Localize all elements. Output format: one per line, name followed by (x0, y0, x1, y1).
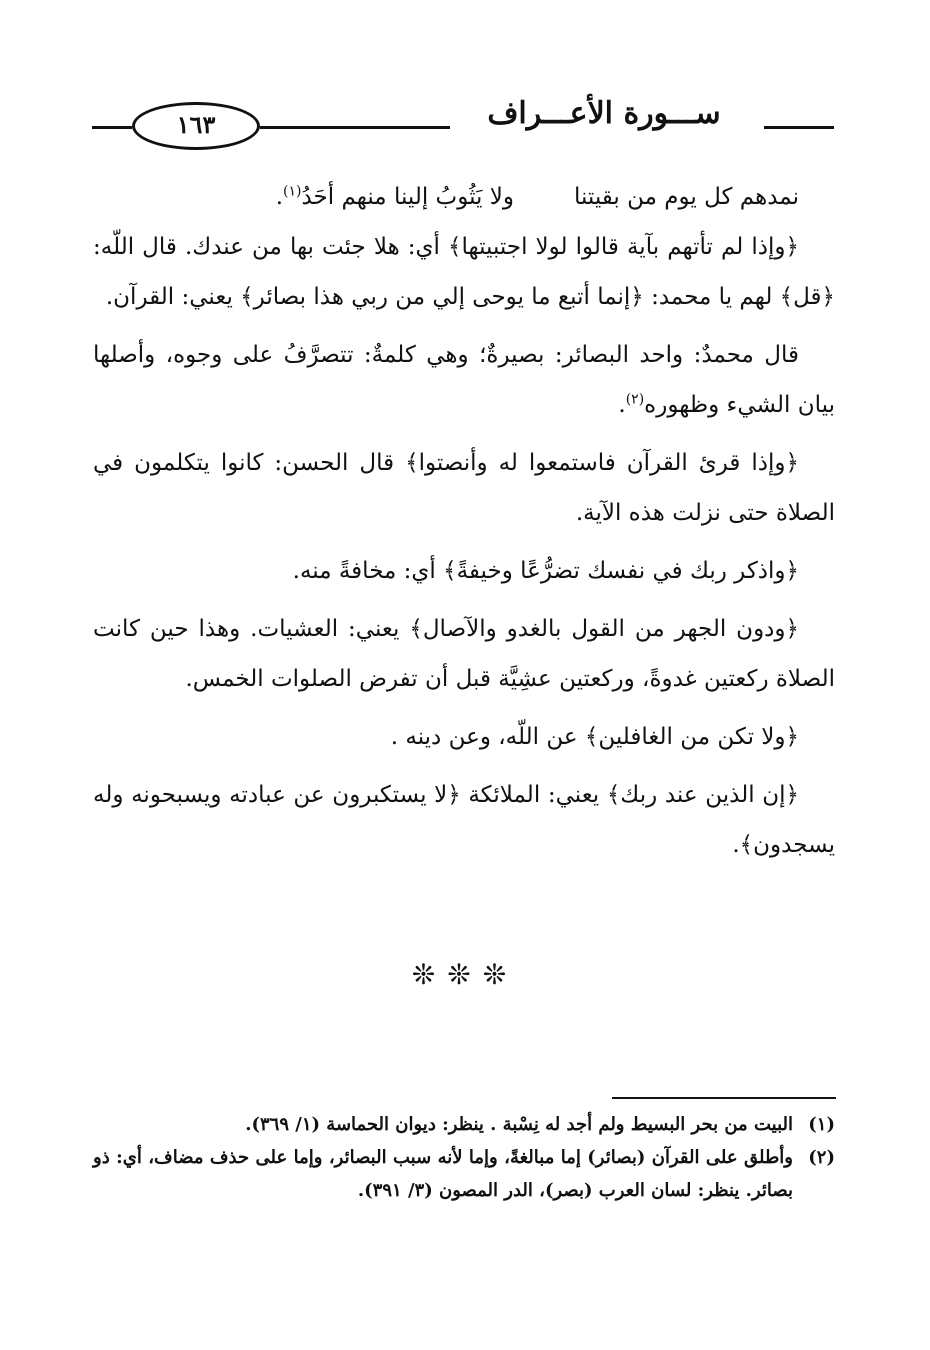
footnote-ref-1[interactable]: (١) (283, 183, 302, 200)
footnote-rule (612, 1097, 836, 1099)
section-separator: ❊❊❊ (411, 958, 519, 991)
running-header (92, 96, 834, 160)
paragraph-6: ﴿ولا تكن من الغافلين﴾ عن اللّه، وعن دينه . (390, 724, 799, 750)
header-rule-middle (260, 126, 450, 129)
page-number: ١٦٣ (132, 102, 260, 150)
paragraph-2: قال محمدٌ: واحد البصائر: بصيرةٌ؛ وهي كلمةٌ: تتصرَّفُ على وجوه، وأصلها بيان الشيء وظهوره$^{(٢)}$. (93, 342, 835, 418)
footnotes (93, 1108, 835, 1207)
header-rule-right (764, 126, 834, 129)
surah-title: ســـورة الأعـــراف (487, 96, 721, 131)
verse-hemistich-first: نمدهم كل يوم من بقيتنا (573, 184, 799, 210)
footnote-number: (٢) (808, 1147, 835, 1168)
footnote-text: وأطلق على القرآن (بصائر) إما مبالغةً، وإما لأنه سبب البصائر، وإما على حذف مضاف، أي: ذو بصائر. ينظر: لسان العرب (بصر)، الدر المصون (٣/ ٣٩١). (93, 1147, 794, 1201)
footnote-1 (93, 1108, 835, 1141)
header-rule-left (92, 126, 132, 129)
footnote-number: (١) (808, 1114, 835, 1135)
footnote-ref-2[interactable]: (٢) (625, 391, 645, 408)
footnote-2 (93, 1141, 835, 1207)
body-text (93, 172, 835, 878)
poetry-verse (93, 172, 835, 222)
verse-hemistich-second: ولا يَثُوبُ إلينا منهم أحَدُ$^{(١)}$. (275, 183, 514, 210)
footnote-text: البيت من بحر البسيط ولم أجد له نِسْبة . ينظر: ديوان الحماسة (١/ ٣٦٩). (245, 1114, 793, 1135)
paragraph-7: ﴿إن الذين عند ربك﴾ يعني: الملائكة ﴿لا يستكبرون عن عبادته ويسبحونه وله يسجدون﴾. (93, 782, 835, 858)
paragraph-1: ﴿وإذا لم تأتهم بآية قالوا لولا اجتبيتها﴾ أي: هلا جئت بها من عندك. قال اللّه: ﴿قل﴾ لهم يا محمد: ﴿إنما أتبع ما يوحى إلي من ربي هذا بصائر﴾ يعني: القرآن. (93, 234, 835, 310)
paragraph-5: ﴿ودون الجهر من القول بالغدو والآصال﴾ يعني: العشيات. وهذا حين كانت الصلاة ركعتين غدوةً، وركعتين عشِيَّة قبل أن تفرض الصلوات الخمس. (93, 616, 835, 692)
paragraph-4: ﴿واذكر ربك في نفسك تضرُّعًا وخيفةً﴾ أي: مخافةً منه. (292, 558, 799, 584)
paragraph-3: ﴿وإذا قرئ القرآن فاستمعوا له وأنصتوا﴾ قال الحسن: كانوا يتكلمون في الصلاة حتى نزلت هذه الآية. (93, 450, 835, 526)
